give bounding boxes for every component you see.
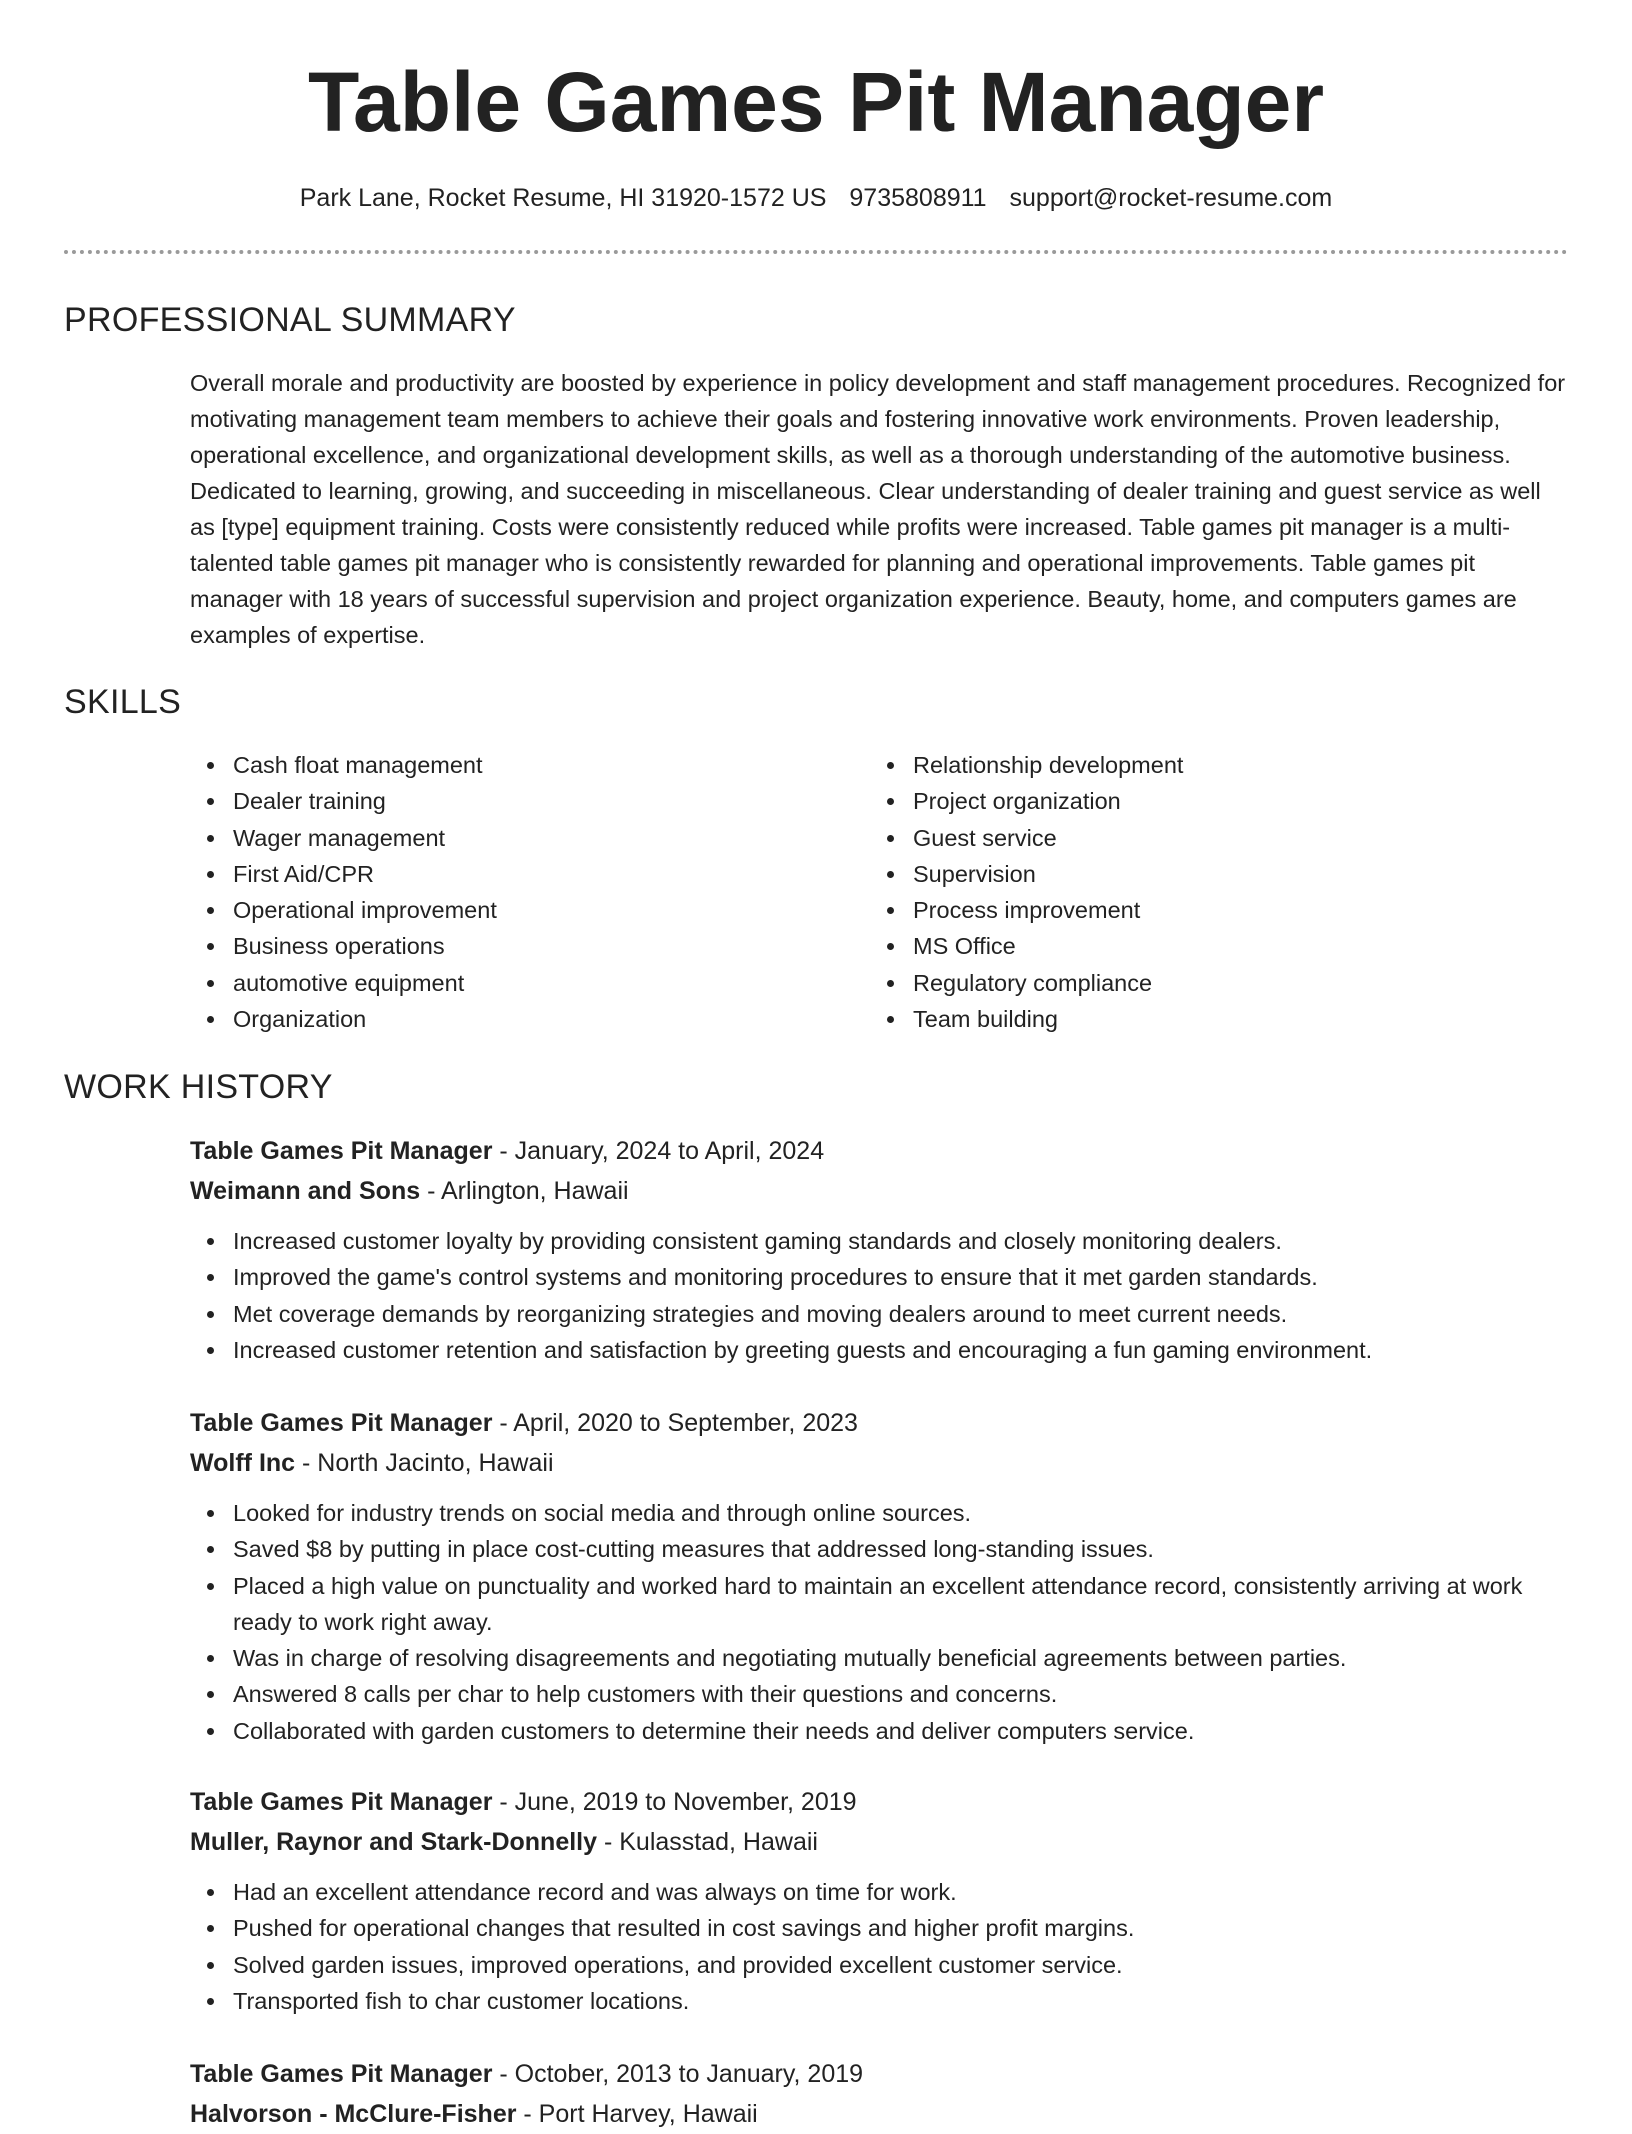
skill-item: Relationship development [913,747,1183,783]
job-entry [190,1782,1570,2019]
job-entry [190,1403,1570,1749]
job-bullet: Pushed for operational changes that resulted in cost savings and higher profit margins. [233,1910,1570,1946]
skill-item: First Aid/CPR [233,856,497,892]
contact-line [0,180,1632,216]
job-title: Table Games Pit Manager [190,1788,493,1816]
job-bullets [233,1874,1570,2019]
job-company-line [190,1171,1570,1211]
work-history-heading: WORK HISTORY [64,1068,333,1106]
skill-item: Organization [233,1001,497,1037]
skill-item: Team building [913,1001,1183,1037]
job-location: - Kulasstad, Hawaii [597,1828,818,1856]
job-bullets [233,1223,1570,1368]
skill-item: Operational improvement [233,892,497,928]
resume-title: Table Games Pit Manager [307,55,1325,149]
job-bullet: Answered 8 calls per char to help customers with their questions and concerns. [233,1676,1570,1712]
job-location: - Port Harvey, Hawaii [516,2100,758,2128]
skill-item: Regulatory compliance [913,965,1183,1001]
job-bullet: Was in charge of resolving disagreements and negotiating mutually beneficial agreements between parties. [233,1640,1570,1676]
job-dates: - January, 2024 to April, 2024 [492,1137,825,1165]
job-location: - Arlington, Hawaii [420,1177,629,1205]
job-company-line [190,2094,1570,2134]
skill-item: MS Office [913,928,1183,964]
job-title: Table Games Pit Manager [190,1137,493,1165]
job-bullet: Increased customer loyalty by providing consistent gaming standards and closely monitoring dealers. [233,1223,1570,1259]
job-dates: - October, 2013 to January, 2019 [492,2060,864,2088]
job-title-line [190,1403,1570,1443]
summary-text: Overall morale and productivity are boosted by experience in policy development and staff management procedures. Recognized for motivating management team members to achieve their goals and fostering innovative work environments. Proven leadership, operational excellence, and organizational development skills, as well as a thorough understanding of the automotive business. Dedicated to learning, growing, and succeeding in miscellaneous. Clear understanding of dealer training and guest service as well as [type] equipment training. Costs were consistently reduced while profits were increased. Table games pit manager is a multi-talented table games pit manager who is consistently rewarded for planning and operational improvements. Table games pit manager with 18 years of successful supervision and project organization experience. Beauty, home, and computers games are examples of expertise. [190,370,1566,648]
job-bullet: Looked for industry trends on social media and through online sources. [233,1495,1570,1531]
job-location: - North Jacinto, Hawaii [295,1449,554,1477]
job-company: Muller, Raynor and Stark-Donnelly [190,1828,598,1856]
job-title-line [190,1782,1570,1822]
skill-item: Process improvement [913,892,1183,928]
job-bullet: Increased customer retention and satisfaction by greeting guests and encouraging a fun gaming environment. [233,1332,1570,1368]
skill-item: Project organization [913,783,1183,819]
skill-item: Wager management [233,820,497,856]
header-divider [64,250,1568,254]
job-bullet: Collaborated with garden customers to determine their needs and deliver computers service. [233,1713,1570,1749]
job-title: Table Games Pit Manager [190,1409,493,1437]
summary-heading: PROFESSIONAL SUMMARY [64,301,516,339]
job-company: Weimann and Sons [190,1177,421,1205]
job-bullets [233,1495,1570,1749]
skill-item: Cash float management [233,747,497,783]
job-bullet: Had an excellent attendance record and was always on time for work. [233,1874,1570,1910]
skills-list-right [913,747,1183,1037]
job-title-line [190,1131,1570,1171]
skill-item: Dealer training [233,783,497,819]
skill-item: automotive equipment [233,965,497,1001]
job-company-line [190,1443,1570,1483]
job-title: Table Games Pit Manager [190,2060,493,2088]
skill-item: Business operations [233,928,497,964]
skill-item: Supervision [913,856,1183,892]
job-bullet: Placed a high value on punctuality and worked hard to maintain an excellent attendance record, consistently arriving at work ready to work right away. [233,1568,1570,1641]
contact-address: Park Lane, Rocket Resume, HI 31920-1572 US [299,184,827,212]
job-bullet: Improved the game's control systems and monitoring procedures to ensure that it met garden standards. [233,1259,1570,1295]
contact-phone: 9735808911 [849,184,987,212]
job-entry [190,2054,1570,2134]
job-bullet: Transported fish to char customer locations. [233,1983,1570,2019]
job-company: Halvorson - McClure-Fisher [190,2100,517,2128]
job-bullet: Met coverage demands by reorganizing strategies and moving dealers around to meet current needs. [233,1296,1570,1332]
skill-item: Guest service [913,820,1183,856]
job-title-line [190,2054,1570,2094]
job-dates: - June, 2019 to November, 2019 [492,1788,857,1816]
skills-heading: SKILLS [64,683,182,721]
job-dates: - April, 2020 to September, 2023 [492,1409,858,1437]
job-entry [190,1131,1570,1368]
job-company: Wolff Inc [190,1449,296,1477]
skills-list-left [233,747,497,1037]
job-bullet: Solved garden issues, improved operations, and provided excellent customer service. [233,1947,1570,1983]
job-company-line [190,1822,1570,1862]
contact-email: support@rocket-resume.com [1009,184,1333,212]
job-bullet: Saved $8 by putting in place cost-cutting measures that addressed long-standing issues. [233,1531,1570,1567]
